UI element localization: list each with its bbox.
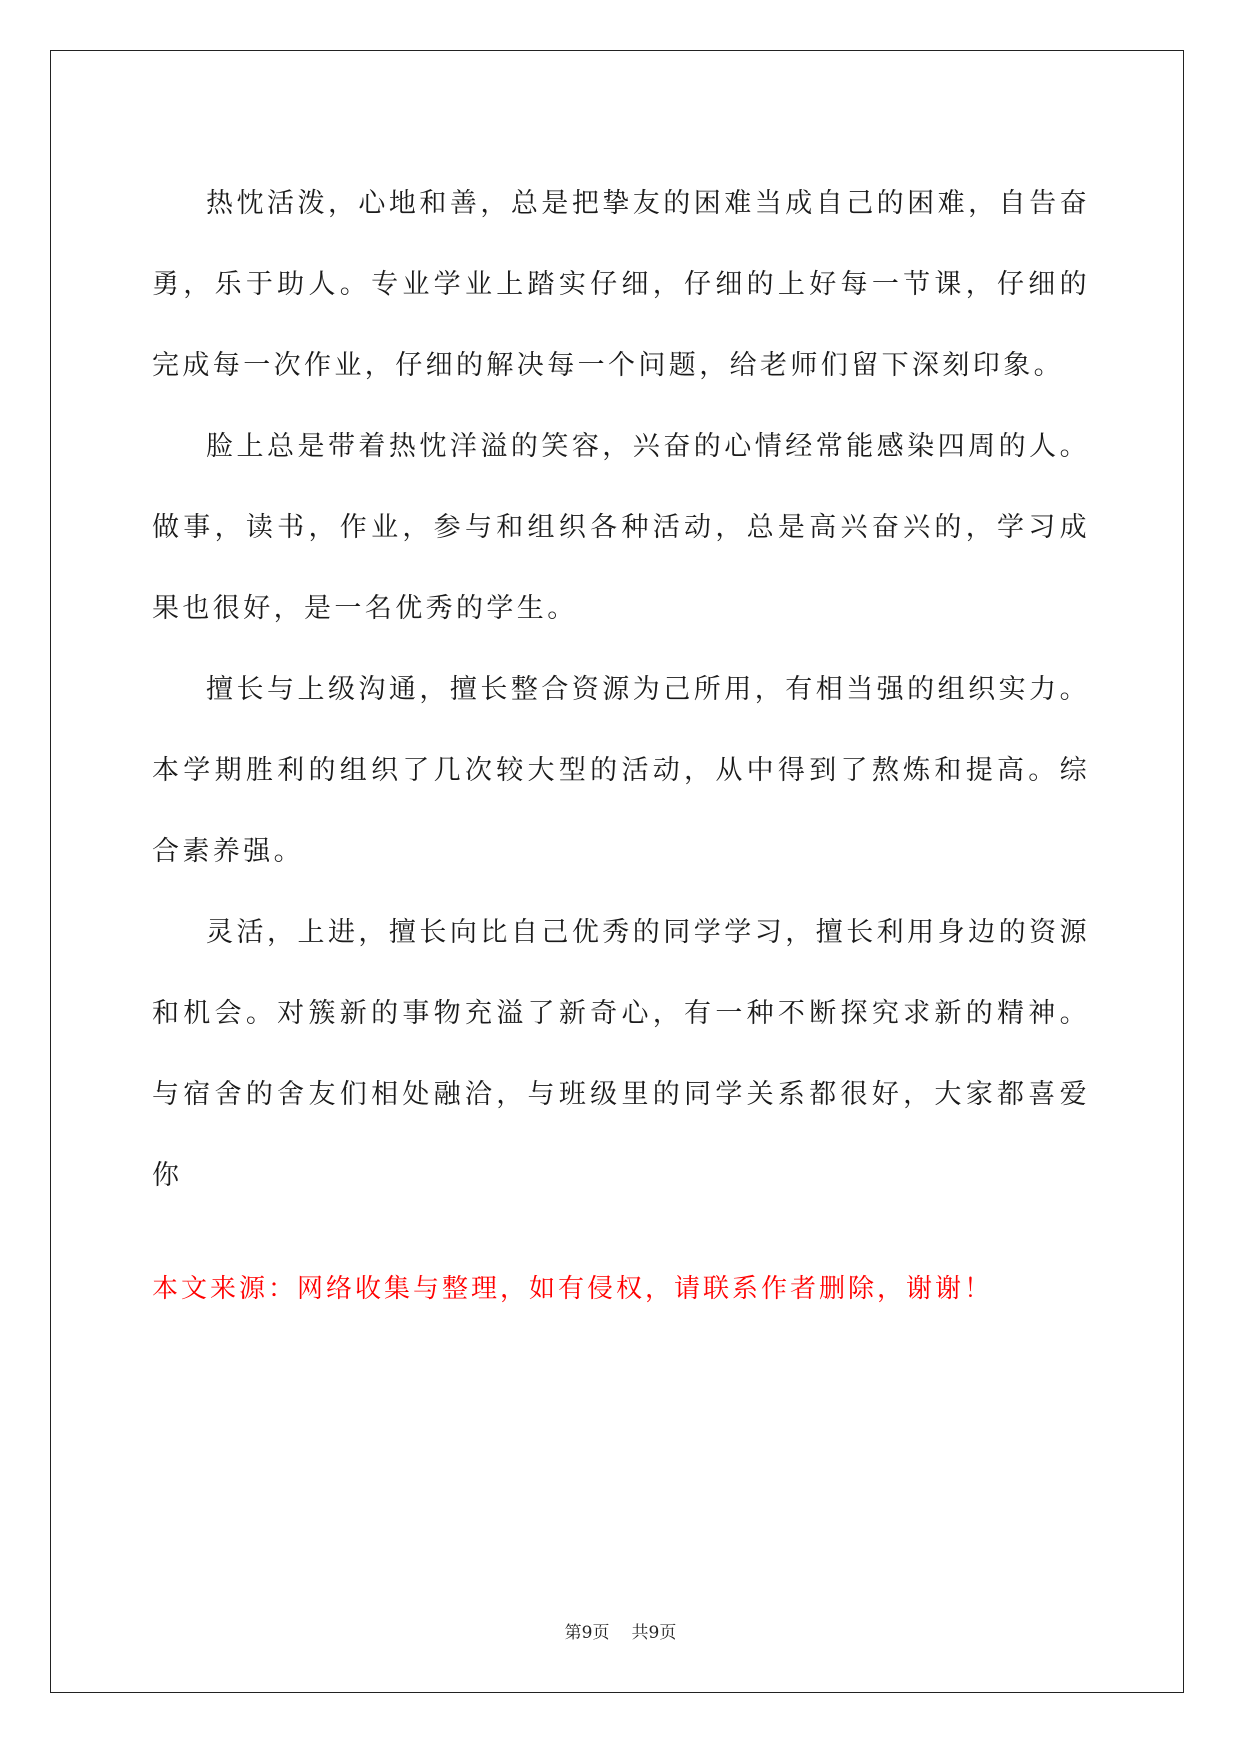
- current-page-label: 第9页: [564, 1623, 610, 1643]
- paragraph-1: 热忱活泼，心地和善，总是把挚友的困难当成自己的困难，自告奋勇，乐于助人。专业学业上踏实仔细，仔细的上好每一节课，仔细的完成每一次作业，仔细的解决每一个问题，给老师们留下深刻印象。: [152, 188, 1090, 381]
- total-pages-label: 共9页: [631, 1623, 677, 1643]
- page-footer: [0, 1618, 1241, 1643]
- paragraph-4: 灵活，上进，擅长向比自己优秀的同学学习，擅长利用身边的资源和机会。对簇新的事物充溢了新奇心，有一种不断探究求新的精神。与宿舍的舍友们相处融洽，与班级里的同学关系都很好，大家都喜爱你: [152, 917, 1090, 1191]
- source-note: 本文来源：网络收集与整理，如有侵权，请联系作者删除，谢谢！: [152, 1274, 994, 1304]
- document-body: [152, 163, 1090, 1216]
- paragraph-2: 脸上总是带着热忱洋溢的笑容，兴奋的心情经常能感染四周的人。做事，读书，作业，参与和组织各种活动，总是高兴奋兴的，学习成果也很好，是一名优秀的学生。: [152, 431, 1090, 624]
- paragraph-3: 擅长与上级沟通，擅长整合资源为己所用，有相当强的组织实力。本学期胜利的组织了几次较大型的活动，从中得到了熬炼和提高。综合素养强。: [152, 674, 1090, 867]
